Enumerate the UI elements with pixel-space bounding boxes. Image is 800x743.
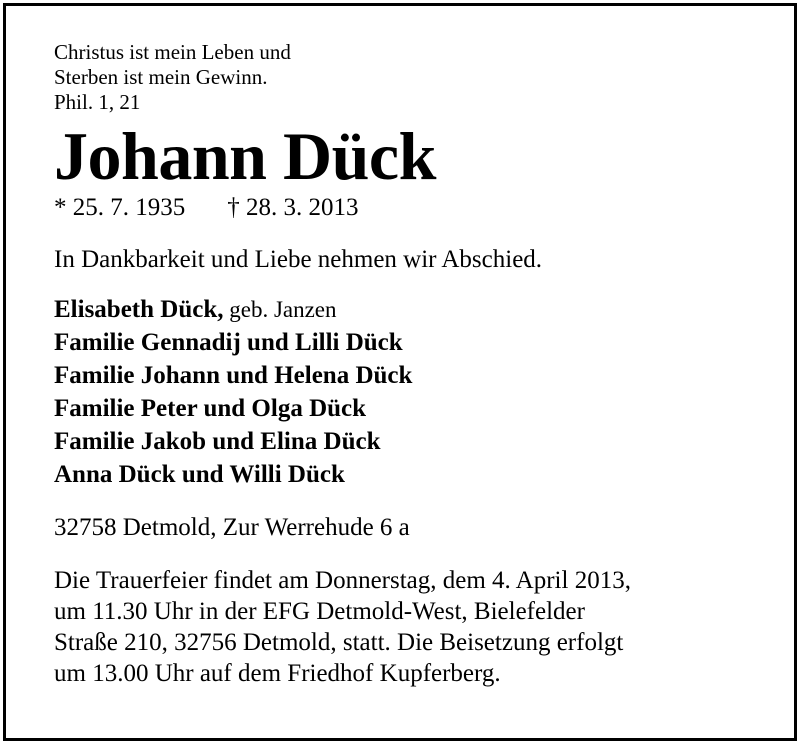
service-line: um 11.30 Uhr in der EFG Detmold-West, Bielefelder [54,598,585,625]
verse-line: Christus ist mein Leben und [54,40,291,64]
bible-verse [54,40,774,115]
mourner-entry [54,326,774,359]
mourner-entry [54,425,774,458]
service-line: Die Trauerfeier findet am Donnerstag, dem 4. April 2013, [54,567,631,594]
deceased-name: Johann Dück [54,118,436,194]
mourner-name: Familie Peter und Olga Dück [54,395,367,422]
funeral-service-info [54,565,774,689]
mourner-entry [54,458,774,491]
mourner-maiden-name: geb. Janzen [223,297,337,322]
farewell-text: In Dankbarkeit und Liebe nehmen wir Abschied. [54,246,543,273]
mourners-list [54,293,774,491]
death-date: † 28. 3. 2013 [227,194,359,221]
mourner-name: Familie Gennadij und Lilli Dück [54,329,403,356]
verse-line: Sterben ist mein Gewinn. [54,65,268,89]
service-line: Straße 210, 32756 Detmold, statt. Die Beisetzung erfolgt [54,629,624,656]
mourner-name: Familie Jakob und Elina Dück [54,428,381,455]
mourner-name: Anna Dück und Willi Dück [54,461,345,488]
obituary-notice [54,40,774,689]
mourner-entry [54,293,774,326]
mourner-name: Familie Johann und Helena Dück [54,362,413,389]
family-address: 32758 Detmold, Zur Werrehude 6 a [54,514,410,541]
mourner-entry [54,392,774,425]
verse-reference: Phil. 1, 21 [54,90,141,114]
mourner-name: Elisabeth Dück, [54,296,224,323]
life-dates [54,193,774,223]
birth-date: * 25. 7. 1935 [54,194,186,221]
mourner-entry [54,359,774,392]
service-line: um 13.00 Uhr auf dem Friedhof Kupferberg. [54,660,501,687]
